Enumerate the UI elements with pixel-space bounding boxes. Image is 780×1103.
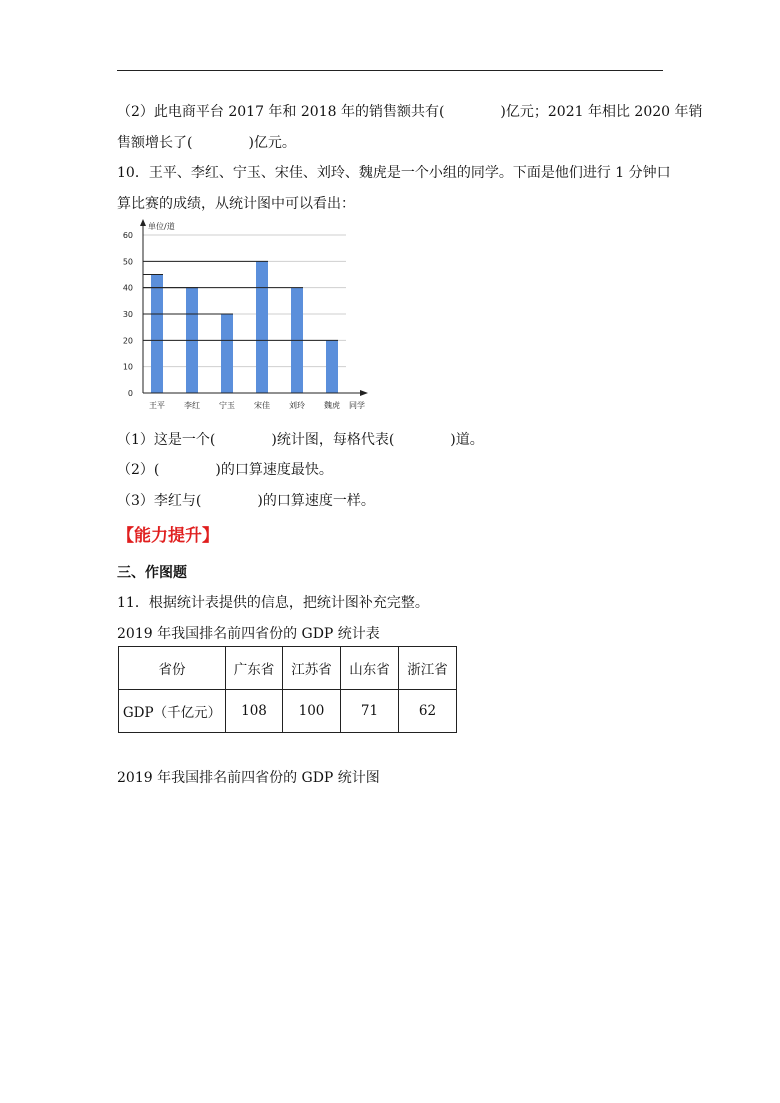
table-row (119, 690, 457, 733)
header-rule (117, 70, 663, 71)
graph-title: 2019 年我国排名前四省份的 GDP 统计图 (117, 770, 380, 786)
bar (256, 261, 268, 393)
table-cell: 江苏省 (283, 647, 341, 690)
q10-line2: 算比赛的成绩，从统计图中可以看出： (117, 196, 355, 212)
table-cell: 62 (399, 690, 457, 733)
y-tick-label: 0 (127, 389, 133, 398)
table-cell: 100 (283, 690, 341, 733)
y-tick-label: 30 (122, 310, 133, 319)
y-tick-label: 20 (122, 336, 133, 346)
x-tick-label: 李红 (184, 401, 200, 410)
table-cell: GDP（千亿元） (119, 690, 226, 733)
table-cell: 山东省 (341, 647, 399, 690)
table-title: 2019 年我国排名前四省份的 GDP 统计表 (117, 626, 380, 642)
chart-x-ticks (149, 400, 340, 410)
q9-part2-line1: （2）此电商平台 2017 年和 2018 年的销售额共有( )亿元；2021 年相比 2020 年销 (117, 104, 703, 120)
gdp-table (118, 646, 457, 733)
bar (221, 314, 233, 393)
ability-heading: 【能力提升】 (117, 526, 219, 546)
q10-sub1: （1）这是一个( )统计图，每格代表( )道。 (117, 432, 484, 448)
q9-part2-line2: 售额增长了( )亿元。 (117, 135, 296, 151)
x-tick-label: 魏虎 (324, 401, 340, 410)
y-tick-label: 60 (122, 231, 133, 240)
q10-sub2: （2）( )的口算速度最快。 (117, 462, 333, 478)
bar-chart (114, 216, 374, 416)
bar (151, 275, 163, 394)
table-cell: 浙江省 (399, 647, 457, 690)
x-tick-label: 王平 (149, 401, 165, 410)
table-cell: 广东省 (226, 647, 283, 690)
bar (326, 340, 338, 393)
x-tick-label: 刘玲 (289, 401, 305, 410)
y-tick-label: 40 (122, 283, 133, 293)
y-axis-label: 单位/道 (148, 222, 175, 231)
chart-grid (143, 235, 346, 367)
q10-line1: 10．王平、李红、宁玉、宋佳、刘玲、魏虎是一个小组的同学。下面是他们进行 1 分钟口 (117, 165, 671, 181)
y-tick-label: 50 (122, 257, 133, 267)
table-cell: 71 (341, 690, 399, 733)
y-axis-arrow (140, 219, 146, 226)
y-tick-label: 10 (122, 362, 133, 372)
table-cell: 省份 (119, 647, 226, 690)
x-tick-label: 宁玉 (219, 401, 235, 410)
x-axis-label: 同学 (349, 401, 365, 410)
chart-bars (143, 261, 338, 393)
chart-y-ticks (123, 231, 133, 398)
x-axis-arrow (360, 390, 368, 396)
table-cell: 108 (226, 690, 283, 733)
table-header-row (119, 647, 457, 690)
section-title: 三、作图题 (117, 565, 187, 581)
q10-sub3: （3）李红与( )的口算速度一样。 (117, 493, 375, 509)
q11-instruction: 11．根据统计表提供的信息，把统计图补充完整。 (117, 595, 429, 611)
x-tick-label: 宋佳 (254, 401, 270, 410)
